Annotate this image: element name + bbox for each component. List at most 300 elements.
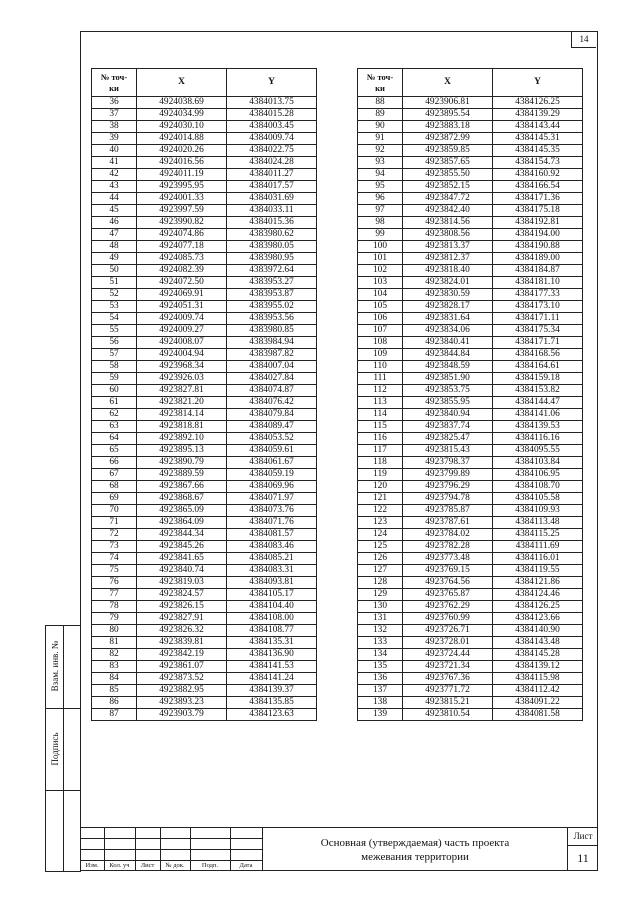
cell-y: 4384168.56 xyxy=(493,349,583,361)
cell-y: 4384175.34 xyxy=(493,325,583,337)
table-row xyxy=(92,109,317,121)
cell-x: 4923882.95 xyxy=(137,685,227,697)
table-row xyxy=(358,109,583,121)
cell-point-number: 105 xyxy=(358,301,403,313)
cell-point-number: 90 xyxy=(358,121,403,133)
table-row xyxy=(358,709,583,721)
cell-x: 4923844.34 xyxy=(137,529,227,541)
cell-x: 4923864.09 xyxy=(137,517,227,529)
cell-x: 4923990.82 xyxy=(137,217,227,229)
cell-x: 4923826.32 xyxy=(137,625,227,637)
cell-y: 4384139.29 xyxy=(493,109,583,121)
cell-point-number: 99 xyxy=(358,229,403,241)
sheet-label: Лист xyxy=(568,828,598,846)
cell-x: 4923895.54 xyxy=(403,109,493,121)
table-row xyxy=(358,241,583,253)
cell-point-number: 37 xyxy=(92,109,137,121)
table-row xyxy=(358,229,583,241)
header-y: Y xyxy=(493,69,583,97)
cell-x: 4923834.06 xyxy=(403,325,493,337)
table-row xyxy=(92,553,317,565)
cell-point-number: 54 xyxy=(92,313,137,325)
cell-x: 4923861.07 xyxy=(137,661,227,673)
sheet-box xyxy=(567,827,598,871)
cell-point-number: 112 xyxy=(358,385,403,397)
cell-y: 4384011.27 xyxy=(227,169,317,181)
cell-y: 4384076.42 xyxy=(227,397,317,409)
cell-y: 4384069.96 xyxy=(227,481,317,493)
cell-x: 4923721.34 xyxy=(403,661,493,673)
cell-x: 4923873.52 xyxy=(137,673,227,685)
table-row xyxy=(92,241,317,253)
cell-y: 4384113.48 xyxy=(493,517,583,529)
table-row xyxy=(358,637,583,649)
cell-x: 4923845.26 xyxy=(137,541,227,553)
cell-point-number: 65 xyxy=(92,445,137,457)
table-row xyxy=(92,529,317,541)
cell-x: 4923818.40 xyxy=(403,265,493,277)
cell-point-number: 45 xyxy=(92,205,137,217)
table-row xyxy=(92,649,317,661)
table-row xyxy=(358,205,583,217)
label-doc-number: № док. xyxy=(165,862,185,869)
table-row xyxy=(358,481,583,493)
label-sheet: Лист xyxy=(140,862,155,869)
cell-y: 4384164.61 xyxy=(493,361,583,373)
cell-y: 4383972.64 xyxy=(227,265,317,277)
cell-x: 4923892.10 xyxy=(137,433,227,445)
cell-point-number: 100 xyxy=(358,241,403,253)
table-row xyxy=(358,601,583,613)
table-row xyxy=(358,157,583,169)
cell-x: 4923857.65 xyxy=(403,157,493,169)
cell-x: 4923828.17 xyxy=(403,301,493,313)
table-row xyxy=(92,685,317,697)
cell-y: 4384105.58 xyxy=(493,493,583,505)
table-row xyxy=(92,589,317,601)
table-row xyxy=(358,265,583,277)
table-row xyxy=(358,457,583,469)
cell-y: 4384194.00 xyxy=(493,229,583,241)
cell-point-number: 109 xyxy=(358,349,403,361)
cell-y: 4384109.93 xyxy=(493,505,583,517)
cell-x: 4924074.86 xyxy=(137,229,227,241)
cell-point-number: 91 xyxy=(358,133,403,145)
cell-y: 4384079.84 xyxy=(227,409,317,421)
table-row xyxy=(92,157,317,169)
table-row xyxy=(358,301,583,313)
cell-y: 4384123.66 xyxy=(493,613,583,625)
cell-x: 4923798.37 xyxy=(403,457,493,469)
table-row xyxy=(92,277,317,289)
cell-y: 4384061.67 xyxy=(227,457,317,469)
cell-point-number: 104 xyxy=(358,289,403,301)
cell-y: 4384003.45 xyxy=(227,121,317,133)
cell-y: 4384139.53 xyxy=(493,421,583,433)
cell-point-number: 40 xyxy=(92,145,137,157)
cell-x: 4924020.26 xyxy=(137,145,227,157)
cell-x: 4924085.73 xyxy=(137,253,227,265)
cell-y: 4384154.73 xyxy=(493,157,583,169)
header-point-number-text: № точ- ки xyxy=(100,71,128,93)
cell-y: 4383980.05 xyxy=(227,241,317,253)
cell-y: 4384009.74 xyxy=(227,133,317,145)
cell-point-number: 60 xyxy=(92,385,137,397)
cell-x: 4923815.43 xyxy=(403,445,493,457)
cell-y: 4384177.33 xyxy=(493,289,583,301)
table-row xyxy=(92,181,317,193)
table-row xyxy=(92,325,317,337)
table-row xyxy=(358,373,583,385)
cell-y: 4384059.19 xyxy=(227,469,317,481)
cell-x: 4923847.72 xyxy=(403,193,493,205)
cell-point-number: 79 xyxy=(92,613,137,625)
side-sign-label: Подпись xyxy=(50,732,60,766)
cell-y: 4384141.53 xyxy=(227,661,317,673)
cell-y: 4384053.52 xyxy=(227,433,317,445)
table-row xyxy=(92,301,317,313)
cell-y: 4384139.37 xyxy=(227,685,317,697)
table-row xyxy=(358,469,583,481)
cell-y: 4384081.57 xyxy=(227,529,317,541)
table-row xyxy=(92,505,317,517)
page-number-top: 14 xyxy=(571,32,596,48)
cell-y: 4384031.69 xyxy=(227,193,317,205)
cell-y: 4384074.87 xyxy=(227,385,317,397)
cell-point-number: 83 xyxy=(92,661,137,673)
cell-y: 4384189.00 xyxy=(493,253,583,265)
cell-y: 4384111.69 xyxy=(493,541,583,553)
cell-x: 4924014.88 xyxy=(137,133,227,145)
cell-y: 4384143.48 xyxy=(493,637,583,649)
cell-point-number: 39 xyxy=(92,133,137,145)
cell-y: 4384119.55 xyxy=(493,565,583,577)
cell-x: 4923724.44 xyxy=(403,649,493,661)
table-row xyxy=(92,217,317,229)
cell-y: 4384141.06 xyxy=(493,409,583,421)
cell-x: 4923824.01 xyxy=(403,277,493,289)
table-row xyxy=(358,589,583,601)
table-row xyxy=(358,409,583,421)
cell-x: 4923872.99 xyxy=(403,133,493,145)
table-row xyxy=(358,385,583,397)
cell-point-number: 67 xyxy=(92,469,137,481)
cell-y: 4384024.28 xyxy=(227,157,317,169)
cell-point-number: 124 xyxy=(358,529,403,541)
table-row xyxy=(358,97,583,109)
table-row xyxy=(92,385,317,397)
table-row xyxy=(358,673,583,685)
cell-point-number: 115 xyxy=(358,421,403,433)
sheet-number: 11 xyxy=(577,851,589,865)
cell-point-number: 64 xyxy=(92,433,137,445)
cell-point-number: 61 xyxy=(92,397,137,409)
cell-x: 4923868.67 xyxy=(137,493,227,505)
cell-point-number: 122 xyxy=(358,505,403,517)
cell-x: 4923840.41 xyxy=(403,337,493,349)
cell-x: 4923812.37 xyxy=(403,253,493,265)
cell-point-number: 68 xyxy=(92,481,137,493)
cell-point-number: 120 xyxy=(358,481,403,493)
cell-point-number: 63 xyxy=(92,421,137,433)
table-row xyxy=(92,253,317,265)
document-title-text: Основная (утверждаемая) часть проекта межевания территории xyxy=(320,836,510,863)
cell-point-number: 75 xyxy=(92,565,137,577)
cell-x: 4923903.79 xyxy=(137,709,227,721)
table-row xyxy=(358,325,583,337)
table-row xyxy=(92,577,317,589)
table-row xyxy=(92,265,317,277)
cell-x: 4923814.56 xyxy=(403,217,493,229)
table-row xyxy=(92,697,317,709)
cell-point-number: 129 xyxy=(358,589,403,601)
cell-y: 4384135.31 xyxy=(227,637,317,649)
cell-point-number: 114 xyxy=(358,409,403,421)
table-row xyxy=(92,637,317,649)
cell-y: 4384033.11 xyxy=(227,205,317,217)
cell-x: 4923825.47 xyxy=(403,433,493,445)
cell-x: 4924004.94 xyxy=(137,349,227,361)
table-row xyxy=(92,133,317,145)
table-row xyxy=(358,529,583,541)
table-row xyxy=(358,433,583,445)
cell-x: 4923773.48 xyxy=(403,553,493,565)
cell-x: 4923782.28 xyxy=(403,541,493,553)
cell-x: 4924008.07 xyxy=(137,337,227,349)
cell-point-number: 130 xyxy=(358,601,403,613)
cell-point-number: 38 xyxy=(92,121,137,133)
cell-point-number: 72 xyxy=(92,529,137,541)
cell-x: 4923813.37 xyxy=(403,241,493,253)
cell-point-number: 41 xyxy=(92,157,137,169)
table-row xyxy=(358,145,583,157)
cell-point-number: 106 xyxy=(358,313,403,325)
cell-x: 4924072.50 xyxy=(137,277,227,289)
cell-y: 4384175.18 xyxy=(493,205,583,217)
table-row xyxy=(358,349,583,361)
table-row xyxy=(92,457,317,469)
cell-point-number: 66 xyxy=(92,457,137,469)
cell-x: 4923787.61 xyxy=(403,517,493,529)
cell-point-number: 134 xyxy=(358,649,403,661)
cell-x: 4923842.19 xyxy=(137,649,227,661)
cell-y: 4384184.87 xyxy=(493,265,583,277)
cell-x: 4923764.56 xyxy=(403,577,493,589)
cell-x: 4923808.56 xyxy=(403,229,493,241)
cell-x: 4924009.74 xyxy=(137,313,227,325)
cell-point-number: 85 xyxy=(92,685,137,697)
cell-y: 4383953.27 xyxy=(227,277,317,289)
cell-point-number: 138 xyxy=(358,697,403,709)
cell-x: 4923867.66 xyxy=(137,481,227,493)
cell-point-number: 58 xyxy=(92,361,137,373)
cell-point-number: 49 xyxy=(92,253,137,265)
table-row xyxy=(358,625,583,637)
table-row xyxy=(92,361,317,373)
table-row xyxy=(92,337,317,349)
cell-x: 4923728.01 xyxy=(403,637,493,649)
cell-point-number: 119 xyxy=(358,469,403,481)
table-row xyxy=(92,205,317,217)
cell-x: 4923821.20 xyxy=(137,397,227,409)
table-row xyxy=(92,373,317,385)
cell-x: 4923799.89 xyxy=(403,469,493,481)
cell-y: 4383980.85 xyxy=(227,325,317,337)
cell-y: 4383980.62 xyxy=(227,229,317,241)
cell-y: 4384141.24 xyxy=(227,673,317,685)
cell-point-number: 57 xyxy=(92,349,137,361)
cell-point-number: 55 xyxy=(92,325,137,337)
table-row xyxy=(358,169,583,181)
table-row xyxy=(358,517,583,529)
cell-point-number: 50 xyxy=(92,265,137,277)
cell-x: 4923852.15 xyxy=(403,181,493,193)
cell-y: 4384093.81 xyxy=(227,577,317,589)
table-row xyxy=(92,313,317,325)
cell-y: 4384126.25 xyxy=(493,97,583,109)
table-row xyxy=(358,445,583,457)
cell-y: 4384181.10 xyxy=(493,277,583,289)
table-row xyxy=(358,337,583,349)
cell-y: 4384126.25 xyxy=(493,601,583,613)
cell-x: 4923760.99 xyxy=(403,613,493,625)
cell-y: 4384192.81 xyxy=(493,217,583,229)
cell-x: 4923968.34 xyxy=(137,361,227,373)
table-row xyxy=(92,193,317,205)
cell-x: 4923889.59 xyxy=(137,469,227,481)
cell-x: 4923893.23 xyxy=(137,697,227,709)
table-row xyxy=(358,541,583,553)
cell-x: 4923796.29 xyxy=(403,481,493,493)
table-row xyxy=(358,565,583,577)
cell-x: 4924016.56 xyxy=(137,157,227,169)
cell-y: 4384105.17 xyxy=(227,589,317,601)
cell-y: 4384145.28 xyxy=(493,649,583,661)
table-row xyxy=(92,661,317,673)
cell-point-number: 96 xyxy=(358,193,403,205)
cell-y: 4384022.75 xyxy=(227,145,317,157)
cell-point-number: 139 xyxy=(358,709,403,721)
cell-y: 4383955.02 xyxy=(227,301,317,313)
table-row xyxy=(358,553,583,565)
cell-x: 4924009.27 xyxy=(137,325,227,337)
cell-y: 4383984.94 xyxy=(227,337,317,349)
cell-x: 4923906.81 xyxy=(403,97,493,109)
table-row xyxy=(92,97,317,109)
cell-y: 4384106.95 xyxy=(493,469,583,481)
cell-point-number: 110 xyxy=(358,361,403,373)
cell-x: 4923785.87 xyxy=(403,505,493,517)
cell-point-number: 89 xyxy=(358,109,403,121)
table-row xyxy=(358,661,583,673)
cell-x: 4923726.71 xyxy=(403,625,493,637)
cell-x: 4923827.81 xyxy=(137,385,227,397)
table-row xyxy=(92,409,317,421)
table-row xyxy=(358,493,583,505)
cell-point-number: 73 xyxy=(92,541,137,553)
cell-x: 4924038.69 xyxy=(137,97,227,109)
cell-x: 4923814.14 xyxy=(137,409,227,421)
cell-x: 4924011.19 xyxy=(137,169,227,181)
cell-point-number: 133 xyxy=(358,637,403,649)
cell-x: 4923818.81 xyxy=(137,421,227,433)
table-row xyxy=(358,181,583,193)
header-point-number xyxy=(358,69,403,97)
cell-y: 4383980.95 xyxy=(227,253,317,265)
cell-y: 4384145.31 xyxy=(493,133,583,145)
table-row xyxy=(358,505,583,517)
cell-point-number: 59 xyxy=(92,373,137,385)
cell-x: 4923839.81 xyxy=(137,637,227,649)
cell-y: 4384059.61 xyxy=(227,445,317,457)
cell-point-number: 43 xyxy=(92,181,137,193)
cell-y: 4384108.00 xyxy=(227,613,317,625)
cell-x: 4923826.15 xyxy=(137,601,227,613)
table-row xyxy=(92,229,317,241)
header-x: X xyxy=(403,69,493,97)
cell-point-number: 81 xyxy=(92,637,137,649)
cell-y: 4384144.47 xyxy=(493,397,583,409)
cell-y: 4384171.36 xyxy=(493,193,583,205)
cell-y: 4384166.54 xyxy=(493,181,583,193)
cell-point-number: 56 xyxy=(92,337,137,349)
cell-y: 4383953.87 xyxy=(227,289,317,301)
cell-y: 4384121.86 xyxy=(493,577,583,589)
table-row xyxy=(92,433,317,445)
cell-x: 4924082.39 xyxy=(137,265,227,277)
cell-y: 4384171.11 xyxy=(493,313,583,325)
cell-y: 4384007.04 xyxy=(227,361,317,373)
table-row xyxy=(92,397,317,409)
table-row xyxy=(358,397,583,409)
cell-x: 4923819.03 xyxy=(137,577,227,589)
cell-y: 4384013.75 xyxy=(227,97,317,109)
cell-point-number: 97 xyxy=(358,205,403,217)
cell-y: 4384140.90 xyxy=(493,625,583,637)
cell-x: 4923926.03 xyxy=(137,373,227,385)
cell-point-number: 48 xyxy=(92,241,137,253)
cell-point-number: 132 xyxy=(358,625,403,637)
table-row xyxy=(92,601,317,613)
cell-y: 4384071.76 xyxy=(227,517,317,529)
cell-x: 4923890.79 xyxy=(137,457,227,469)
cell-x: 4924034.99 xyxy=(137,109,227,121)
cell-point-number: 87 xyxy=(92,709,137,721)
cell-x: 4923767.36 xyxy=(403,673,493,685)
cell-y: 4384083.31 xyxy=(227,565,317,577)
cell-point-number: 125 xyxy=(358,541,403,553)
cell-point-number: 51 xyxy=(92,277,137,289)
table-row xyxy=(358,421,583,433)
table-row xyxy=(92,169,317,181)
cell-y: 4384139.12 xyxy=(493,661,583,673)
coordinates-table-left xyxy=(91,68,317,721)
cell-point-number: 84 xyxy=(92,673,137,685)
cell-point-number: 137 xyxy=(358,685,403,697)
table-row xyxy=(92,145,317,157)
table-row xyxy=(92,517,317,529)
table-row xyxy=(92,121,317,133)
cell-point-number: 123 xyxy=(358,517,403,529)
cell-x: 4923824.57 xyxy=(137,589,227,601)
cell-x: 4923855.50 xyxy=(403,169,493,181)
cell-y: 4384135.85 xyxy=(227,697,317,709)
table-row xyxy=(92,625,317,637)
cell-y: 4384081.58 xyxy=(493,709,583,721)
cell-x: 4923765.87 xyxy=(403,589,493,601)
cell-point-number: 128 xyxy=(358,577,403,589)
cell-y: 4384115.25 xyxy=(493,529,583,541)
